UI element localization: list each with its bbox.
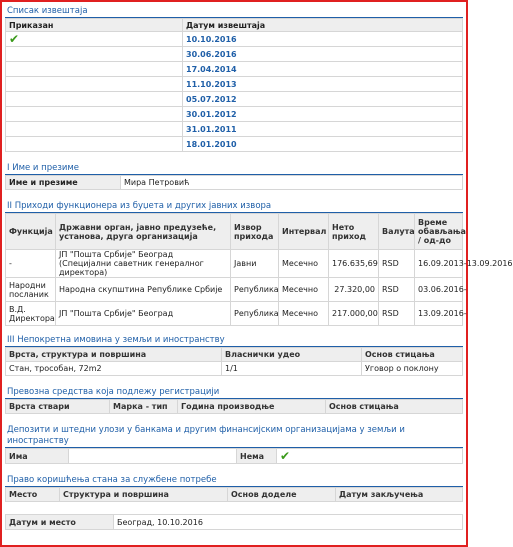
report-date-link[interactable]: 10.10.2016 xyxy=(186,34,237,44)
income-currency: RSD xyxy=(379,278,415,302)
vehicles-header-kind: Врста ствари xyxy=(6,400,110,414)
income-net: 217.000,00 xyxy=(329,302,379,326)
income-function: Народни посланик xyxy=(6,278,56,302)
report-date-cell xyxy=(183,77,463,92)
name-section-title: I Име и презиме xyxy=(5,161,463,175)
report-shown-cell xyxy=(6,62,183,77)
income-interval: Месечно xyxy=(279,278,329,302)
income-title: II Приходи функционера из буџета и других јавних извора xyxy=(5,199,463,213)
vehicles-header-make: Марка - тип xyxy=(110,400,178,414)
report-date-cell xyxy=(183,47,463,62)
deposits-title: Депозити и штедни улози у банкама и другим финансијским организацијама у земљи и иностранству xyxy=(5,423,463,448)
property-header-share: Власнички удео xyxy=(222,348,362,362)
income-net: 27.320,00 xyxy=(329,278,379,302)
income-header-net: Нето приход xyxy=(329,214,379,250)
col-date-header: Датум извештаја xyxy=(183,19,463,32)
income-source: Република xyxy=(231,278,279,302)
report-date-link[interactable]: 30.06.2016 xyxy=(186,49,237,59)
report-date-link[interactable]: 18.01.2010 xyxy=(186,139,237,149)
income-header-function: Функција xyxy=(6,214,56,250)
report-date-link[interactable]: 30.01.2012 xyxy=(186,109,237,119)
deposits-table xyxy=(5,448,463,464)
footer-table xyxy=(5,514,463,530)
name-label: Име и презиме xyxy=(6,176,121,190)
table-row[interactable] xyxy=(6,77,463,92)
report-shown-cell xyxy=(6,47,183,62)
property-basis: Уговор о поклону xyxy=(362,362,463,376)
report-date-link[interactable]: 11.10.2013 xyxy=(186,79,237,89)
report-date-cell xyxy=(183,62,463,77)
footer-value: Београд, 10.10.2016 xyxy=(114,515,463,530)
report-date-cell xyxy=(183,92,463,107)
report-shown-cell xyxy=(6,107,183,122)
income-period: 16.09.2013-13.09.2016 xyxy=(415,250,463,278)
housing-header-basis: Основ доделе xyxy=(228,488,336,502)
income-table xyxy=(5,213,513,326)
table-row[interactable] xyxy=(6,62,463,77)
table-row xyxy=(6,250,463,278)
report-date-link[interactable]: 05.07.2012 xyxy=(186,94,237,104)
report-date-cell xyxy=(183,32,463,47)
property-type: Стан, тросoбан, 72m2 xyxy=(6,362,222,376)
checkmark-icon: ✔ xyxy=(280,448,291,463)
report-shown-cell xyxy=(6,137,183,152)
deposits-has-label: Има xyxy=(6,449,69,464)
deposits-has-value xyxy=(69,449,237,464)
housing-table xyxy=(5,487,463,502)
table-row[interactable] xyxy=(6,107,463,122)
table-row xyxy=(6,302,463,326)
income-currency: RSD xyxy=(379,302,415,326)
property-header-basis: Основ стицања xyxy=(362,348,463,362)
report-date-cell xyxy=(183,107,463,122)
vehicles-header-basis: Основ стицања xyxy=(326,400,463,414)
footer-label: Датум и место xyxy=(6,515,114,530)
deposits-none-value xyxy=(277,449,463,464)
property-title: III Непокретна имовина у земљи и иностранству xyxy=(5,333,463,347)
report-date-link[interactable]: 31.01.2011 xyxy=(186,124,237,134)
income-organization: Народна скупштина Републике Србије xyxy=(56,278,231,302)
housing-title: Право коришћења стана за службене потребе xyxy=(5,473,463,487)
report-date-cell xyxy=(183,122,463,137)
vehicles-header-year: Година производње xyxy=(178,400,326,414)
income-header-interval: Интервал xyxy=(279,214,329,250)
reports-title: Списак извештаја xyxy=(5,4,463,18)
income-organization: ЈП "Пошта Србије" Београд xyxy=(56,302,231,326)
table-row xyxy=(6,362,463,376)
table-row xyxy=(6,278,463,302)
income-source: Јавни xyxy=(231,250,279,278)
income-organization: ЈП "Пошта Србије" Београд (Специјални саветник генералног директора) xyxy=(56,250,231,278)
income-interval: Месечно xyxy=(279,250,329,278)
income-function: - xyxy=(6,250,56,278)
income-period: 03.06.2016- xyxy=(415,278,463,302)
report-shown-cell xyxy=(6,77,183,92)
income-header-currency: Валута xyxy=(379,214,415,250)
property-table xyxy=(5,347,463,376)
report-date-link[interactable]: 17.04.2014 xyxy=(186,64,237,74)
checkmark-icon: ✔ xyxy=(9,31,20,46)
property-header-type: Врста, структура и површина xyxy=(6,348,222,362)
income-period: 13.09.2016- xyxy=(415,302,463,326)
name-value: Мира Петровић xyxy=(121,176,463,190)
table-row[interactable] xyxy=(6,47,463,62)
housing-header-structure: Структура и површина xyxy=(60,488,228,502)
report-shown-cell xyxy=(6,122,183,137)
deposits-none-label: Нема xyxy=(237,449,277,464)
vehicles-table xyxy=(5,399,463,414)
vehicles-title: Превозна средства која подлежу регистрацији xyxy=(5,385,463,399)
income-source: Република xyxy=(231,302,279,326)
table-row[interactable] xyxy=(6,122,463,137)
income-currency: RSD xyxy=(379,250,415,278)
table-row[interactable] xyxy=(6,137,463,152)
income-header-source: Извор прихода xyxy=(231,214,279,250)
income-header-period: Време обављања / од-до xyxy=(415,214,463,250)
housing-header-place: Место xyxy=(6,488,60,502)
income-function: В.Д. Директора xyxy=(6,302,56,326)
table-row[interactable] xyxy=(6,92,463,107)
col-shown-header: Приказан xyxy=(6,19,183,32)
report-shown-cell xyxy=(6,92,183,107)
income-net: 176.635,69 xyxy=(329,250,379,278)
property-share: 1/1 xyxy=(222,362,362,376)
name-table xyxy=(5,175,463,190)
income-interval: Месечно xyxy=(279,302,329,326)
report-date-cell xyxy=(183,137,463,152)
housing-header-date: Датум закључења xyxy=(336,488,463,502)
report-shown-cell xyxy=(6,32,183,47)
income-header-organization: Државни орган, јавно предузеће, установа, друга организација xyxy=(56,214,231,250)
table-row[interactable] xyxy=(6,32,463,47)
reports-table xyxy=(5,18,463,152)
